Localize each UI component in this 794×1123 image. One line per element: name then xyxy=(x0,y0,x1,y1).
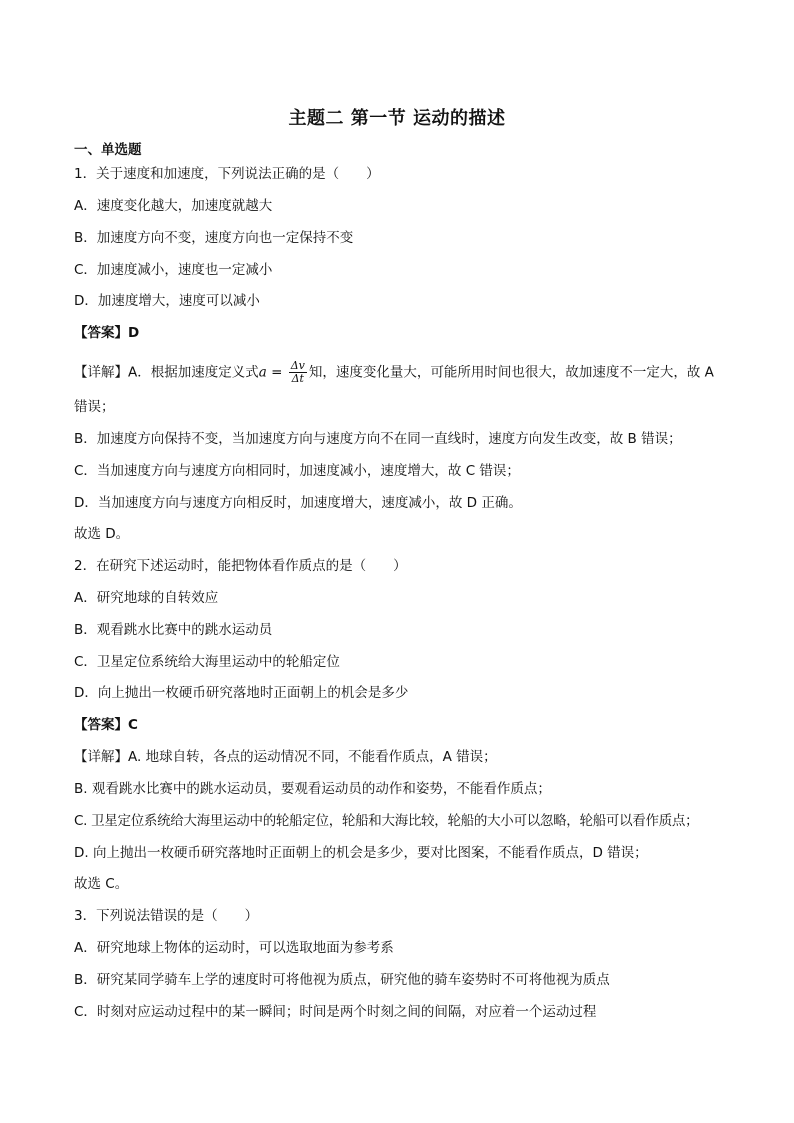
q1-detail-d: D．当加速度方向与速度方向相反时，加速度增大，速度减小，故 D 正确。 xyxy=(74,495,522,511)
acceleration-formula xyxy=(289,360,307,385)
formula-denominator: Δt xyxy=(291,372,304,385)
q3-option-b: B．研究某同学骑车上学的速度时可将他视为质点，研究他的骑车姿势时不可将他视为质点 xyxy=(74,972,610,988)
q1-detail-a xyxy=(74,360,714,385)
q1-detail-prefix: 【详解】A．根据加速度定义式 xyxy=(74,364,259,381)
q1-option-b: B．加速度方向不变，速度方向也一定保持不变 xyxy=(74,230,354,246)
q3-option-c: C．时刻对应运动过程中的某一瞬间；时间是两个时刻之间的间隔，对应着一个运动过程 xyxy=(74,1004,597,1020)
q2-stem: 2．在研究下述运动时，能把物体看作质点的是（ ） xyxy=(74,558,407,574)
q1-detail-b: B．加速度方向保持不变，当加速度方向与速度方向不在同一直线时，速度方向发生改变，故 B 错误； xyxy=(74,431,682,447)
q2-detail-d: D. 向上抛出一枚硬币研究落地时正面朝上的机会是多少，要对比图案，不能看作质点，D 错误； xyxy=(74,845,648,861)
q1-option-d: D．加速度增大，速度可以减小 xyxy=(74,293,260,309)
q3-option-a: A．研究地球上物体的运动时，可以选取地面为参考系 xyxy=(74,940,394,956)
q1-detail-cont: 错误； xyxy=(74,399,115,415)
q2-answer: 【答案】C xyxy=(74,717,138,733)
q1-option-c: C．加速度减小，速度也一定减小 xyxy=(74,262,273,278)
formula-variable: a xyxy=(258,364,267,381)
q1-answer: 【答案】D xyxy=(74,325,140,341)
q2-option-a: A．研究地球的自转效应 xyxy=(74,590,219,606)
page-title: 主题二 第一节 运动的描述 xyxy=(288,108,506,129)
q2-detail-c: C. 卫星定位系统给大海里运动中的轮船定位，轮船和大海比较，轮船的大小可以忽略，轮船可以看作质点； xyxy=(74,813,699,829)
q2-detail-b: B. 观看跳水比赛中的跳水运动员，要观看运动员的动作和姿势，不能看作质点； xyxy=(74,781,551,797)
section-heading: 一、单选题 xyxy=(74,142,142,158)
q1-conclusion: 故选 D。 xyxy=(74,526,130,542)
q2-conclusion: 故选 C。 xyxy=(74,876,129,892)
q2-option-b: B．观看跳水比赛中的跳水运动员 xyxy=(74,622,273,638)
formula-equals: = xyxy=(266,364,287,381)
q2-option-d: D．向上抛出一枚硬币研究落地时正面朝上的机会是多少 xyxy=(74,685,409,701)
q2-option-c: C．卫星定位系统给大海里运动中的轮船定位 xyxy=(74,654,340,670)
q3-stem: 3．下列说法错误的是（ ） xyxy=(74,908,259,924)
q1-detail-c: C．当加速度方向与速度方向相同时，加速度减小，速度增大，故 C 错误； xyxy=(74,463,520,479)
formula-numerator: Δv xyxy=(290,359,305,372)
q1-option-a: A．速度变化越大，加速度就越大 xyxy=(74,198,273,214)
q1-stem: 1．关于速度和加速度，下列说法正确的是（ ） xyxy=(74,166,380,182)
q1-detail-suffix: 知，速度变化量大，可能所用时间也很大，故加速度不一定大，故 A xyxy=(308,364,714,381)
q2-detail-a: 【详解】A. 地球自转，各点的运动情况不同，不能看作质点，A 错误； xyxy=(74,749,497,765)
